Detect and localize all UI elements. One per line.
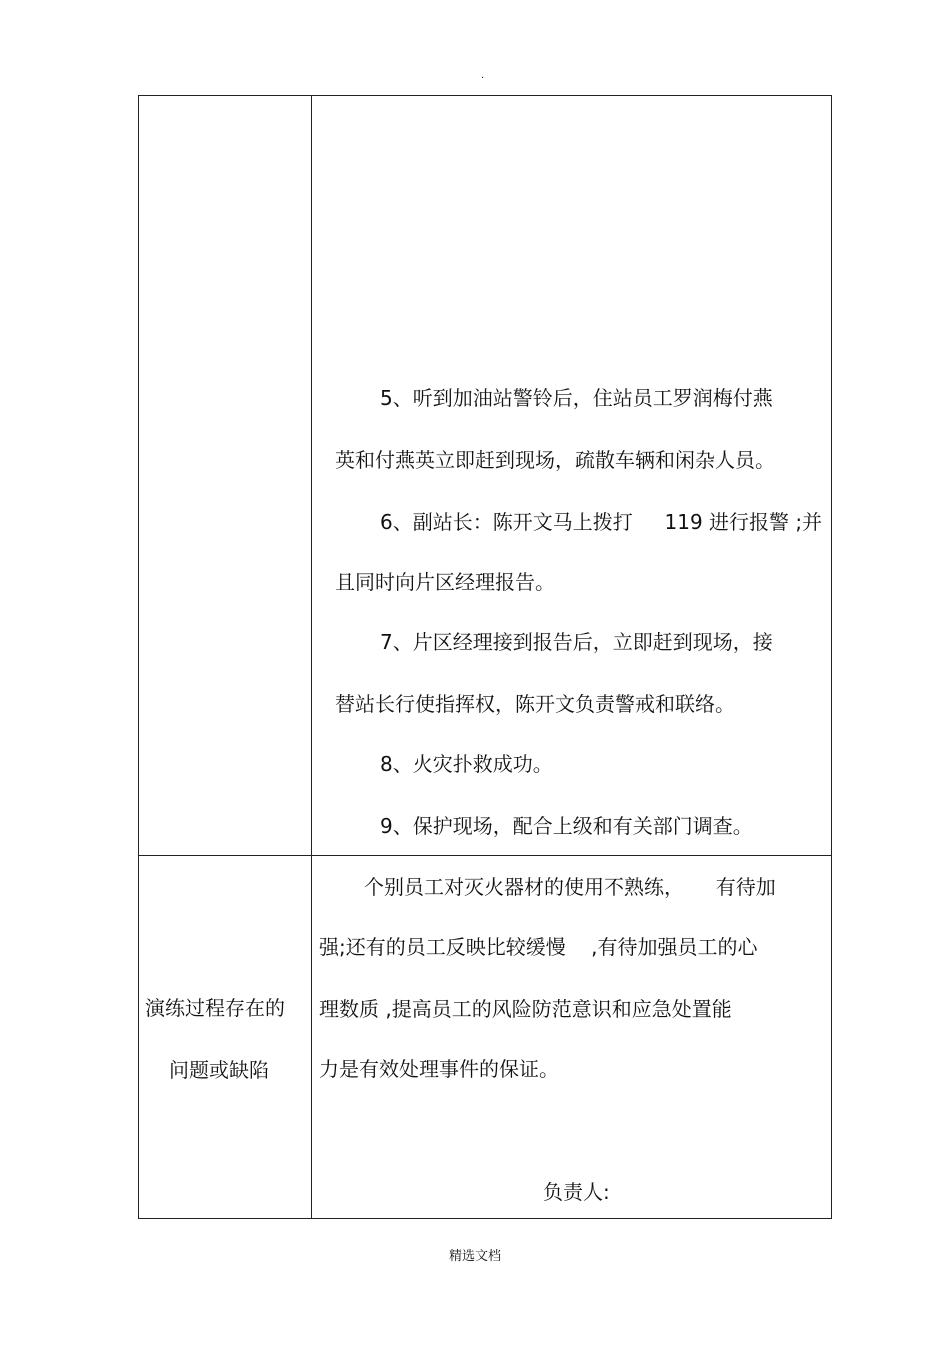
problems-text-line-4: 力是有效处理事件的保证。 [319,1057,559,1081]
drill-record-table [138,95,832,1219]
problems-text-line-1: 个别员工对灭火器材的使用不熟练， 有待加 [364,875,776,899]
step-9: 9、保护现场，配合上级和有关部门调查。 [380,814,753,838]
step-5-line-1: 5、听到加油站警铃后，住站员工罗润梅付燕 [380,386,773,410]
problems-text-line-2: 强;还有的员工反映比较缓慢 ,有待加强员工的心 [319,935,758,959]
step-6-line-1: 6、副站长：陈开文马上拨打 119 进行报警 ;并 [380,510,823,534]
step-6-line-2: 且同时向片区经理报告。 [335,570,555,594]
step-7-line-1: 7、片区经理接到报告后，立即赶到现场，接 [380,630,773,654]
step-8: 8、火灾扑救成功。 [380,752,553,776]
step-7-line-2: 替站长行使指挥权，陈开文负责警戒和联络。 [335,692,735,716]
column-divider [311,96,312,1218]
problems-label-line-2: 问题或缺陷 [169,1058,269,1082]
step-5-line-2: 英和付燕英立即赶到现场，疏散车辆和闲杂人员。 [335,448,775,472]
problems-text-line-3: 理数质 ,提高员工的风险防范意识和应急处置能 [319,997,732,1021]
row-divider [139,855,831,856]
signature-label: 负责人: [543,1180,610,1204]
header-mark: . [481,70,485,81]
problems-label-line-1: 演练过程存在的 [145,996,285,1020]
footer-text: 精选文档 [448,1249,501,1264]
